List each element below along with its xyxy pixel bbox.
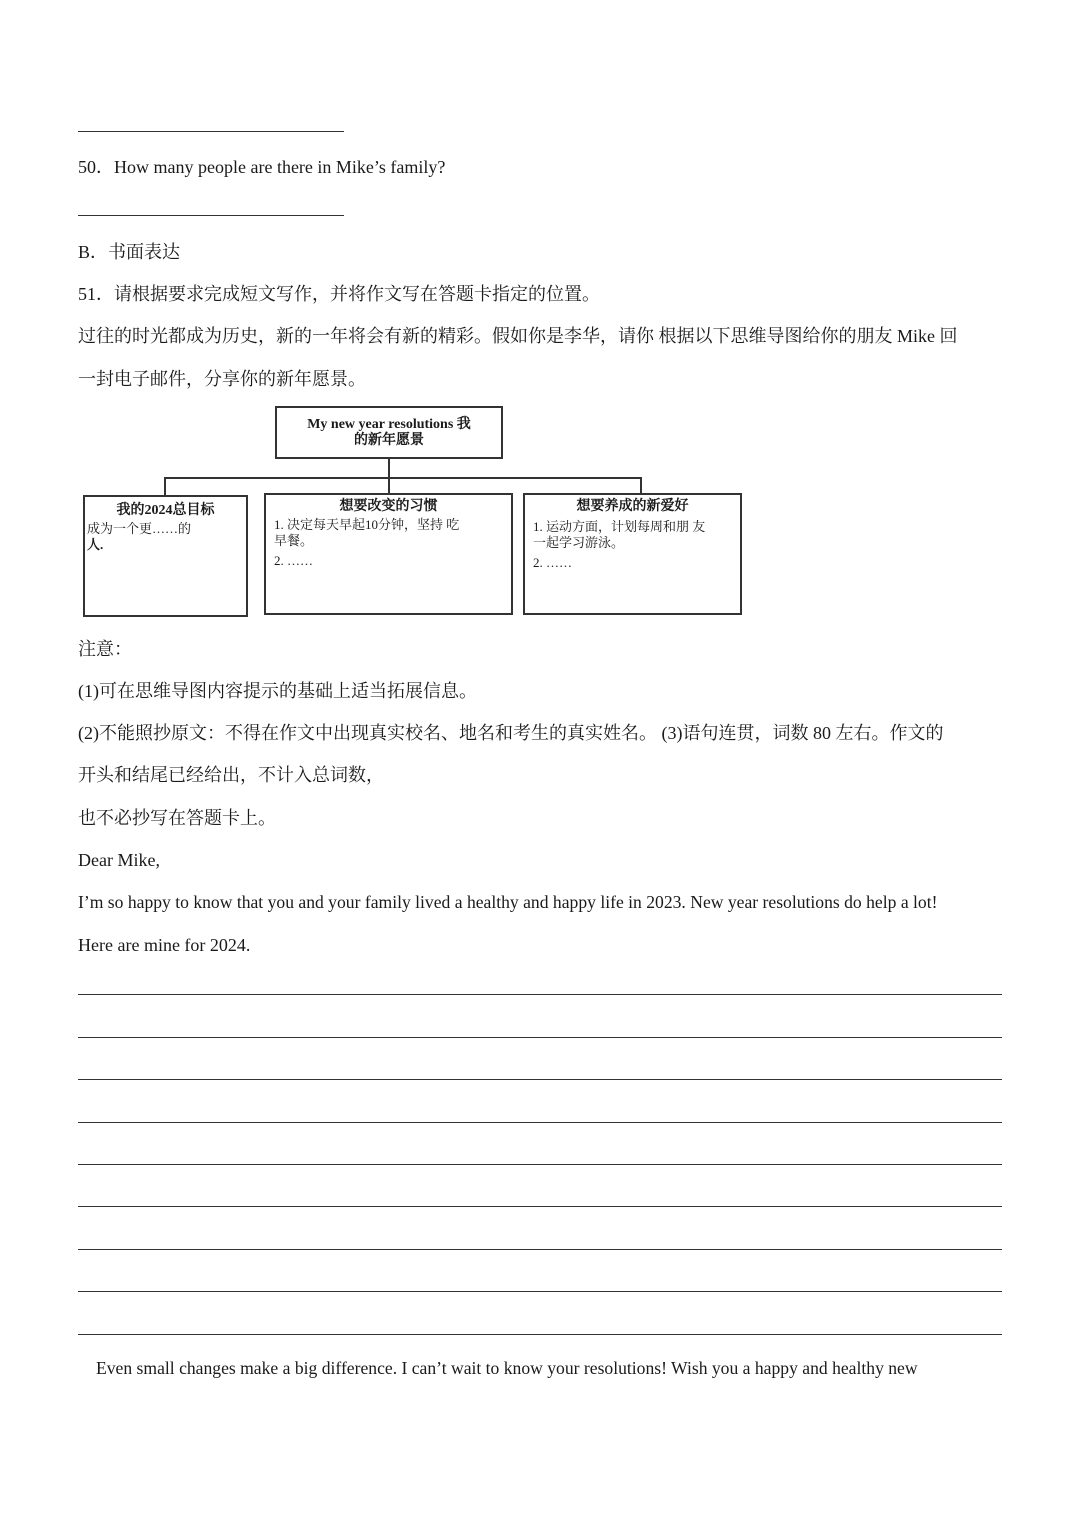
writing-line[interactable] xyxy=(78,1164,1002,1165)
mindmap-branch-hobbies xyxy=(523,493,742,615)
branch-habits-title: 想要改变的习惯 xyxy=(339,499,438,514)
section-b-label: B．书面表达 xyxy=(78,242,181,262)
writing-line[interactable] xyxy=(78,1206,1002,1207)
branch-habits-line2: 早餐。 xyxy=(274,533,314,548)
question-50: 50．How many people are there in Mike’s family? xyxy=(78,157,446,177)
branch-hobbies-line1: 1. 运动方面，计划每周和朋 友 xyxy=(533,519,706,534)
writing-line[interactable] xyxy=(78,1334,1002,1335)
notes-label: 注意： xyxy=(78,639,132,659)
question-51-intro-1: 过往的时光都成为历史，新的一年将会有新的精彩。假如你是李华，请你 根据以下思维导图给你的朋友 Mike 回 xyxy=(78,326,958,346)
writing-line[interactable] xyxy=(78,1291,1002,1292)
answer-line-49[interactable] xyxy=(78,131,344,132)
branch-habits-line3: 2. …… xyxy=(274,553,313,568)
branch-habits-line1: 1. 决定每天早起10分钟，坚持 吃 xyxy=(274,517,460,532)
branch-goal-title: 我的2024总目标 xyxy=(116,503,215,518)
writing-line[interactable] xyxy=(78,994,1002,995)
mindmap-root-line2: 的新年愿景 xyxy=(354,433,424,448)
branch-goal-line2: 人. xyxy=(87,537,104,552)
letter-greeting: Dear Mike, xyxy=(78,850,160,870)
mindmap-root-line1: My new year resolutions 我 xyxy=(307,417,471,432)
note-2-line2: 开头和结尾已经给出，不计入总词数， xyxy=(78,765,384,785)
question-51: 51．请根据要求完成短文写作，并将作文写在答题卡指定的位置。 xyxy=(78,284,600,304)
branch-hobbies-title: 想要养成的新爱好 xyxy=(576,499,689,514)
mindmap-root xyxy=(275,406,503,459)
branch-hobbies-line2: 一起学习游泳。 xyxy=(533,535,625,550)
letter-opening-1: I’m so happy to know that you and your family lived a healthy and happy life in 2023. New year resolutions do help a lot! xyxy=(78,892,938,912)
connector-right xyxy=(640,477,642,494)
writing-line[interactable] xyxy=(78,1249,1002,1250)
question-51-intro-2: 一封电子邮件，分享你的新年愿景。 xyxy=(78,369,366,389)
connector-mid xyxy=(388,477,390,494)
mindmap-branch-goal xyxy=(83,495,248,617)
answer-line-50[interactable] xyxy=(78,215,344,216)
branch-hobbies-line3: 2. …… xyxy=(533,555,572,570)
note-1: (1)可在思维导图内容提示的基础上适当拓展信息。 xyxy=(78,681,477,701)
writing-line[interactable] xyxy=(78,1079,1002,1080)
letter-closing: Even small changes make a big difference. I can’t wait to know your resolutions! Wish you a happy and healthy new xyxy=(96,1358,918,1378)
writing-line[interactable] xyxy=(78,1122,1002,1123)
writing-line[interactable] xyxy=(78,1037,1002,1038)
mindmap-branch-habits xyxy=(264,493,513,615)
connector-bar xyxy=(164,477,642,479)
branch-goal-line1: 成为一个更……的 xyxy=(87,521,192,536)
note-2-line3: 也不必抄写在答题卡上。 xyxy=(78,808,276,828)
letter-opening-2: Here are mine for 2024. xyxy=(78,935,251,955)
note-2-line1: (2)不能照抄原文：不得在作文中出现真实校名、地名和考生的真实姓名。 (3)语句连贯，词数 80 左右。作文的 xyxy=(78,723,944,743)
connector-stem xyxy=(388,459,390,478)
connector-left xyxy=(164,477,166,496)
